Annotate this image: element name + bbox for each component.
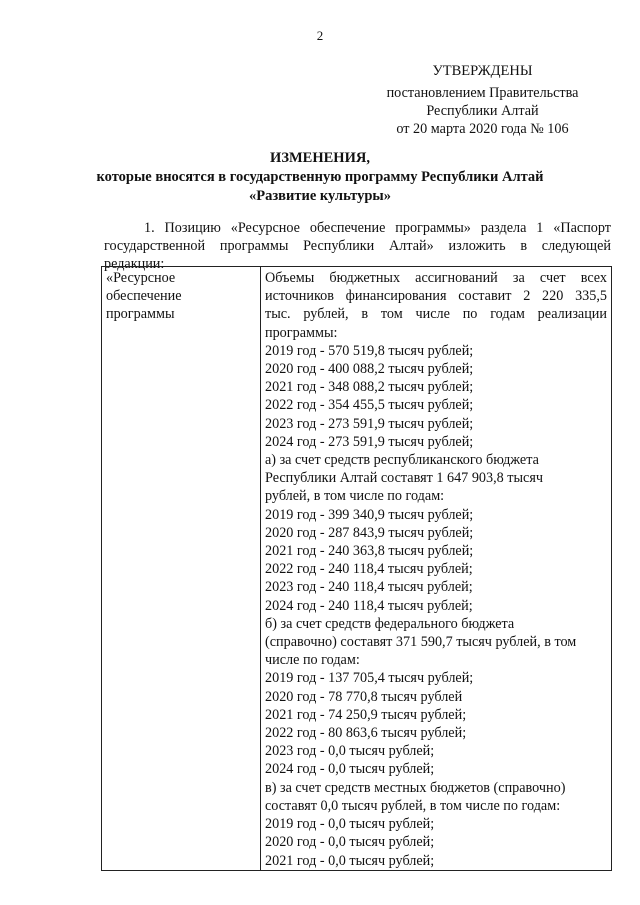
content-line: составят 0,0 тысяч рублей, в том числе по годам: [265, 797, 561, 814]
resource-table [101, 266, 612, 871]
content-line: 2020 год - 0,0 тысяч рублей; [265, 834, 435, 851]
approval-line-1: постановлением Правительства [386, 85, 579, 101]
approval-line-2: Республики Алтай [426, 103, 539, 119]
content-line: рублей, в том числе по годам: [265, 488, 445, 505]
content-line: 2022 год - 240 118,4 тысяч рублей; [265, 561, 473, 578]
content-line: б) за счет средств федерального бюджета [265, 615, 515, 632]
approval-block [320, 62, 640, 138]
content-line: Объемы бюджетных ассигнований за счет всех [265, 270, 607, 286]
content-line: 2020 год - 78 770,8 тысяч рублей [265, 688, 463, 705]
label-line: программы [106, 306, 175, 322]
content-line: 2024 год - 0,0 тысяч рублей; [265, 761, 435, 778]
heading-title: ИЗМЕНЕНИЯ, [270, 150, 370, 166]
page-number: 2 [316, 28, 324, 43]
label-line: «Ресурсное [106, 270, 176, 286]
content-line: 2020 год - 400 088,2 тысяч рублей; [265, 361, 474, 378]
heading-line-3: «Развитие культуры» [248, 188, 391, 204]
content-line: 2019 год - 399 340,9 тысяч рублей; [265, 506, 474, 523]
content-line: 2021 год - 0,0 тысяч рублей; [265, 852, 435, 869]
content-line: 2019 год - 137 705,4 тысяч рублей; [265, 670, 474, 687]
content-line: Республики Алтай составят 1 647 903,8 тысяч [265, 470, 543, 487]
content-line: 2019 год - 0,0 тысяч рублей; [265, 816, 435, 833]
heading-line-2: которые вносятся в государственную программу Республики Алтай [96, 169, 544, 185]
intro-line-1: 1. Позицию «Ресурсное обеспечение программы» раздела 1 «Паспорт [144, 220, 611, 236]
intro-paragraph [104, 219, 611, 255]
intro-line-3: редакции: [104, 256, 165, 272]
content-line: источников финансирования составит 2 220 335,5 [265, 288, 607, 305]
content-line: 2023 год - 240 118,4 тысяч рублей; [265, 579, 473, 596]
content-lines [265, 324, 607, 870]
approval-line-3: от 20 марта 2020 года № 106 [396, 121, 569, 137]
content-line: числе по годам: [265, 652, 360, 669]
content-line: (справочно) составят 371 590,7 тысяч рублей, в том [265, 634, 577, 651]
resource-label-cell [102, 267, 261, 871]
content-line: 2021 год - 348 088,2 тысяч рублей; [265, 379, 474, 396]
content-line: 2021 год - 240 363,8 тысяч рублей; [265, 543, 474, 560]
document-heading [0, 149, 640, 206]
content-line: 2024 год - 273 591,9 тысяч рублей; [265, 433, 474, 450]
resource-content-cell [261, 267, 612, 871]
content-line: а) за счет средств республиканского бюджета [265, 452, 539, 469]
content-line: программы: [265, 324, 338, 341]
table-row [102, 267, 612, 871]
content-line: тыс. рублей, в том числе по годам реализации [265, 306, 607, 323]
content-line: 2023 год - 0,0 тысяч рублей; [265, 743, 435, 760]
content-line: в) за счет средств местных бюджетов (справочно) [265, 779, 566, 796]
content-line: 2023 год - 273 591,9 тысяч рублей; [265, 415, 474, 432]
content-line: 2021 год - 74 250,9 тысяч рублей; [265, 706, 467, 723]
intro-line-2: государственной программы Республики Алтай» изложить в следующей [104, 238, 611, 254]
content-line: 2019 год - 570 519,8 тысяч рублей; [265, 342, 474, 359]
content-line: 2020 год - 287 843,9 тысяч рублей; [265, 524, 474, 541]
content-line: 2024 год - 240 118,4 тысяч рублей; [265, 597, 473, 614]
approval-title: УТВЕРЖДЕНЫ [432, 63, 533, 79]
content-line: 2022 год - 354 455,5 тысяч рублей; [265, 397, 474, 414]
label-line: обеспечение [106, 288, 182, 304]
content-line: 2022 год - 80 863,6 тысяч рублей; [265, 725, 467, 742]
